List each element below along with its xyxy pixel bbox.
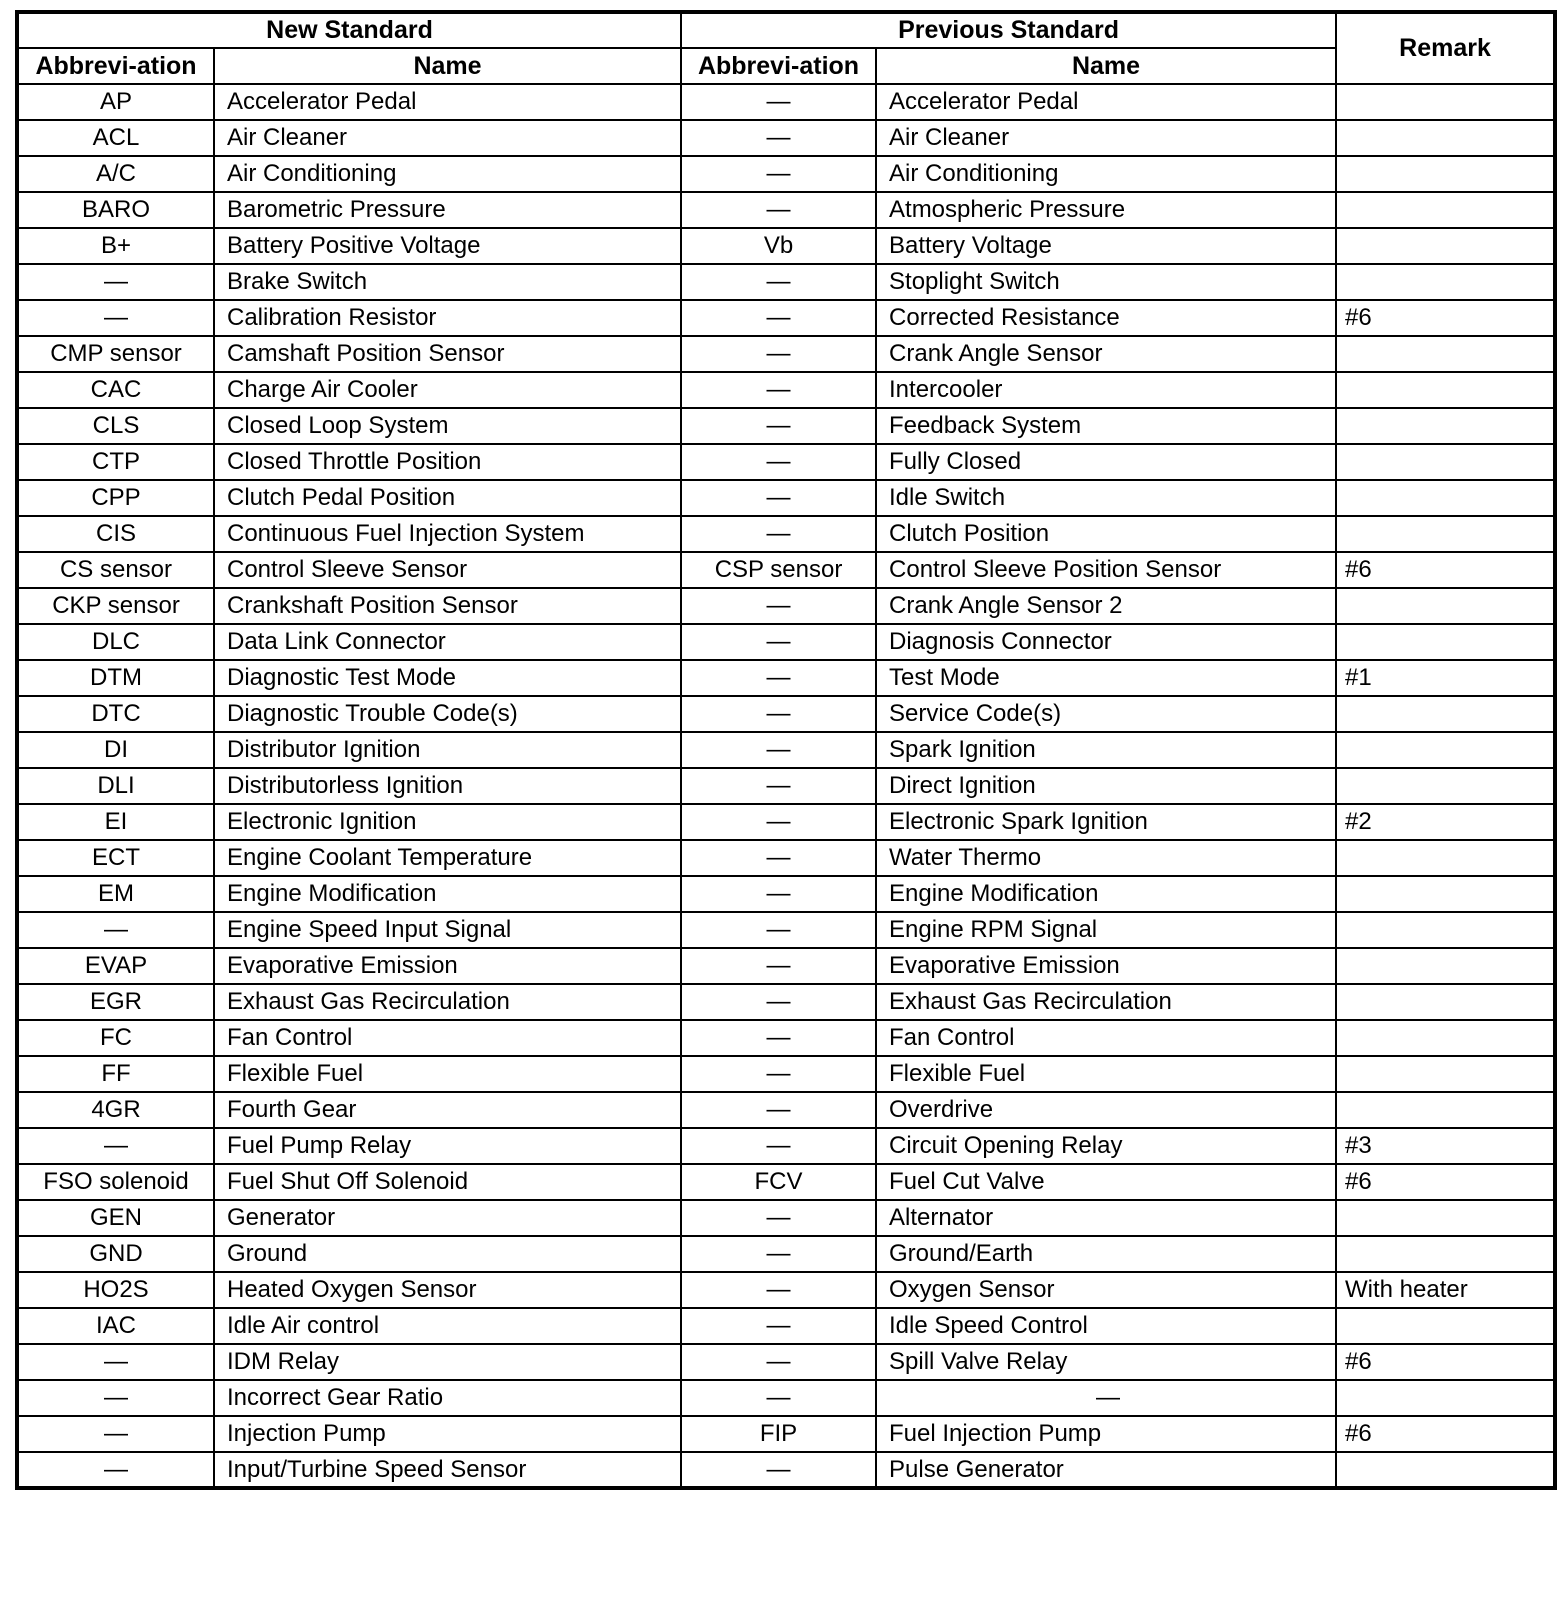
remark-cell: #3 xyxy=(1336,1128,1555,1164)
previous-name-cell: Corrected Resistance xyxy=(876,300,1336,336)
table-row xyxy=(17,732,1555,768)
table-row xyxy=(17,552,1555,588)
new-abbreviation-cell: GND xyxy=(17,1236,214,1272)
remark-cell xyxy=(1336,1092,1555,1128)
table-row xyxy=(17,660,1555,696)
previous-name-cell: Accelerator Pedal xyxy=(876,84,1336,120)
new-abbreviation-cell: DLC xyxy=(17,624,214,660)
previous-abbreviation-cell: — xyxy=(681,300,876,336)
table-row xyxy=(17,372,1555,408)
remark-cell xyxy=(1336,1020,1555,1056)
new-name-cell: Air Conditioning xyxy=(214,156,681,192)
new-name-cell: IDM Relay xyxy=(214,1344,681,1380)
previous-abbreviation-cell: — xyxy=(681,444,876,480)
remark-cell xyxy=(1336,624,1555,660)
new-abbreviation-cell: EGR xyxy=(17,984,214,1020)
previous-abbreviation-cell: — xyxy=(681,624,876,660)
table-body xyxy=(17,84,1555,1488)
previous-name-cell: Atmospheric Pressure xyxy=(876,192,1336,228)
new-abbreviation-cell: FSO solenoid xyxy=(17,1164,214,1200)
previous-abbreviation-cell: — xyxy=(681,336,876,372)
previous-abbreviation-cell: FCV xyxy=(681,1164,876,1200)
previous-name-cell: Stoplight Switch xyxy=(876,264,1336,300)
remark-cell xyxy=(1336,120,1555,156)
previous-name-cell: Air Cleaner xyxy=(876,120,1336,156)
previous-abbreviation-cell: — xyxy=(681,1128,876,1164)
previous-name-cell: Exhaust Gas Recirculation xyxy=(876,984,1336,1020)
table-row xyxy=(17,1344,1555,1380)
new-name-cell: Engine Modification xyxy=(214,876,681,912)
new-name-cell: Generator xyxy=(214,1200,681,1236)
remark-cell xyxy=(1336,876,1555,912)
new-name-cell: Heated Oxygen Sensor xyxy=(214,1272,681,1308)
remark-cell xyxy=(1336,948,1555,984)
new-abbreviation-cell: — xyxy=(17,1344,214,1380)
previous-name-cell: Engine Modification xyxy=(876,876,1336,912)
new-abbreviation-cell: CLS xyxy=(17,408,214,444)
remark-cell xyxy=(1336,372,1555,408)
new-name-cell: Control Sleeve Sensor xyxy=(214,552,681,588)
remark-cell xyxy=(1336,588,1555,624)
previous-abbreviation-cell: — xyxy=(681,84,876,120)
new-abbreviation-cell: FF xyxy=(17,1056,214,1092)
new-abbreviation-cell: 4GR xyxy=(17,1092,214,1128)
previous-name-cell: Spill Valve Relay xyxy=(876,1344,1336,1380)
remark-cell xyxy=(1336,732,1555,768)
new-standard-group-header: New Standard xyxy=(17,12,681,48)
previous-abbreviation-cell: — xyxy=(681,372,876,408)
table-row xyxy=(17,840,1555,876)
new-name-cell: Ground xyxy=(214,1236,681,1272)
table-row xyxy=(17,336,1555,372)
remark-cell xyxy=(1336,840,1555,876)
table-row xyxy=(17,1236,1555,1272)
remark-cell: #1 xyxy=(1336,660,1555,696)
previous-name-cell: Circuit Opening Relay xyxy=(876,1128,1336,1164)
new-name-cell: Distributorless Ignition xyxy=(214,768,681,804)
new-abbreviation-cell: FC xyxy=(17,1020,214,1056)
previous-abbreviation-cell: — xyxy=(681,660,876,696)
previous-abbreviation-cell: — xyxy=(681,696,876,732)
new-abbreviation-cell: CPP xyxy=(17,480,214,516)
table-row xyxy=(17,120,1555,156)
remark-cell xyxy=(1336,696,1555,732)
previous-abbreviation-cell: — xyxy=(681,588,876,624)
previous-abbreviation-cell: — xyxy=(681,1380,876,1416)
previous-abbreviation-cell: — xyxy=(681,516,876,552)
remark-cell xyxy=(1336,192,1555,228)
previous-abbreviation-cell: Vb xyxy=(681,228,876,264)
new-name-cell: Diagnostic Test Mode xyxy=(214,660,681,696)
previous-abbreviation-cell: — xyxy=(681,984,876,1020)
previous-abbreviation-cell: — xyxy=(681,876,876,912)
previous-abbreviation-cell: — xyxy=(681,408,876,444)
remark-cell: #6 xyxy=(1336,1344,1555,1380)
remark-cell xyxy=(1336,1452,1555,1488)
new-abbreviation-cell: DLI xyxy=(17,768,214,804)
new-name-cell: Crankshaft Position Sensor xyxy=(214,588,681,624)
remark-cell xyxy=(1336,408,1555,444)
new-abbreviation-cell: AP xyxy=(17,84,214,120)
previous-name-cell: Oxygen Sensor xyxy=(876,1272,1336,1308)
previous-abbreviation-cell: — xyxy=(681,264,876,300)
previous-name-cell: Fuel Injection Pump xyxy=(876,1416,1336,1452)
table-row xyxy=(17,804,1555,840)
new-name-cell: Calibration Resistor xyxy=(214,300,681,336)
remark-cell: #6 xyxy=(1336,552,1555,588)
new-name-cell: Exhaust Gas Recirculation xyxy=(214,984,681,1020)
table-row xyxy=(17,408,1555,444)
new-abbreviation-cell: DTM xyxy=(17,660,214,696)
previous-name-cell: Evaporative Emission xyxy=(876,948,1336,984)
previous-name-cell: Test Mode xyxy=(876,660,1336,696)
previous-abbreviation-cell: — xyxy=(681,156,876,192)
new-abbreviation-cell: — xyxy=(17,300,214,336)
remark-cell: #6 xyxy=(1336,1416,1555,1452)
new-name-cell: Continuous Fuel Injection System xyxy=(214,516,681,552)
remark-cell xyxy=(1336,1236,1555,1272)
new-name-column-header: Name xyxy=(214,48,681,84)
previous-name-cell: Clutch Position xyxy=(876,516,1336,552)
table-row xyxy=(17,1200,1555,1236)
new-name-cell: Incorrect Gear Ratio xyxy=(214,1380,681,1416)
new-name-cell: Closed Throttle Position xyxy=(214,444,681,480)
previous-abbreviation-cell: — xyxy=(681,1272,876,1308)
previous-abbreviation-cell: — xyxy=(681,1200,876,1236)
table-row xyxy=(17,1128,1555,1164)
new-name-cell: Fuel Shut Off Solenoid xyxy=(214,1164,681,1200)
new-abbreviation-column-header: Abbrevi-ation xyxy=(17,48,214,84)
table-row xyxy=(17,84,1555,120)
previous-abbreviation-cell: FIP xyxy=(681,1416,876,1452)
previous-name-cell: Electronic Spark Ignition xyxy=(876,804,1336,840)
new-abbreviation-cell: — xyxy=(17,1452,214,1488)
previous-abbreviation-cell: CSP sensor xyxy=(681,552,876,588)
remark-cell xyxy=(1336,444,1555,480)
new-abbreviation-cell: CS sensor xyxy=(17,552,214,588)
previous-abbreviation-cell: — xyxy=(681,912,876,948)
previous-name-cell: Crank Angle Sensor 2 xyxy=(876,588,1336,624)
new-abbreviation-cell: DI xyxy=(17,732,214,768)
new-abbreviation-cell: EM xyxy=(17,876,214,912)
previous-abbreviation-cell: — xyxy=(681,1020,876,1056)
previous-abbreviation-cell: — xyxy=(681,192,876,228)
previous-name-cell: Fuel Cut Valve xyxy=(876,1164,1336,1200)
new-name-cell: Fuel Pump Relay xyxy=(214,1128,681,1164)
table-row xyxy=(17,948,1555,984)
new-name-cell: Data Link Connector xyxy=(214,624,681,660)
table-row xyxy=(17,192,1555,228)
new-abbreviation-cell: ECT xyxy=(17,840,214,876)
previous-standard-group-header: Previous Standard xyxy=(681,12,1336,48)
previous-name-cell: Crank Angle Sensor xyxy=(876,336,1336,372)
previous-name-cell: Diagnosis Connector xyxy=(876,624,1336,660)
table-row xyxy=(17,1416,1555,1452)
table-row xyxy=(17,1308,1555,1344)
previous-abbreviation-cell: — xyxy=(681,480,876,516)
previous-name-cell: Feedback System xyxy=(876,408,1336,444)
new-abbreviation-cell: CAC xyxy=(17,372,214,408)
table-row xyxy=(17,300,1555,336)
previous-name-cell: Intercooler xyxy=(876,372,1336,408)
previous-name-cell: Pulse Generator xyxy=(876,1452,1336,1488)
remark-column-header: Remark xyxy=(1336,12,1555,84)
table-row xyxy=(17,1272,1555,1308)
table-row xyxy=(17,696,1555,732)
remark-cell xyxy=(1336,1380,1555,1416)
new-name-cell: Input/Turbine Speed Sensor xyxy=(214,1452,681,1488)
previous-abbreviation-cell: — xyxy=(681,732,876,768)
previous-abbreviation-cell: — xyxy=(681,840,876,876)
previous-name-cell: Fan Control xyxy=(876,1020,1336,1056)
new-name-cell: Fan Control xyxy=(214,1020,681,1056)
column-header-row xyxy=(17,48,1555,84)
new-name-cell: Flexible Fuel xyxy=(214,1056,681,1092)
previous-name-cell: Direct Ignition xyxy=(876,768,1336,804)
new-name-cell: Air Cleaner xyxy=(214,120,681,156)
table-row xyxy=(17,1092,1555,1128)
table-row xyxy=(17,1452,1555,1488)
remark-cell xyxy=(1336,516,1555,552)
previous-name-cell: Overdrive xyxy=(876,1092,1336,1128)
new-name-cell: Closed Loop System xyxy=(214,408,681,444)
table-row xyxy=(17,444,1555,480)
table-row xyxy=(17,1164,1555,1200)
new-name-cell: Evaporative Emission xyxy=(214,948,681,984)
table-row xyxy=(17,588,1555,624)
previous-name-cell: Control Sleeve Position Sensor xyxy=(876,552,1336,588)
previous-name-cell: — xyxy=(876,1380,1336,1416)
previous-name-cell: Idle Speed Control xyxy=(876,1308,1336,1344)
new-abbreviation-cell: DTC xyxy=(17,696,214,732)
table-row xyxy=(17,876,1555,912)
previous-abbreviation-column-header: Abbrevi-ation xyxy=(681,48,876,84)
new-abbreviation-cell: — xyxy=(17,1416,214,1452)
previous-abbreviation-cell: — xyxy=(681,1056,876,1092)
new-abbreviation-cell: CIS xyxy=(17,516,214,552)
new-name-cell: Idle Air control xyxy=(214,1308,681,1344)
table-row xyxy=(17,1056,1555,1092)
previous-abbreviation-cell: — xyxy=(681,1344,876,1380)
previous-name-cell: Spark Ignition xyxy=(876,732,1336,768)
new-abbreviation-cell: CTP xyxy=(17,444,214,480)
previous-name-column-header: Name xyxy=(876,48,1336,84)
new-name-cell: Brake Switch xyxy=(214,264,681,300)
new-name-cell: Distributor Ignition xyxy=(214,732,681,768)
new-name-cell: Engine Coolant Temperature xyxy=(214,840,681,876)
table-row xyxy=(17,984,1555,1020)
table-row xyxy=(17,912,1555,948)
previous-abbreviation-cell: — xyxy=(681,948,876,984)
previous-abbreviation-cell: — xyxy=(681,1308,876,1344)
previous-name-cell: Air Conditioning xyxy=(876,156,1336,192)
remark-cell xyxy=(1336,264,1555,300)
table-row xyxy=(17,1380,1555,1416)
previous-abbreviation-cell: — xyxy=(681,804,876,840)
remark-cell xyxy=(1336,336,1555,372)
new-name-cell: Diagnostic Trouble Code(s) xyxy=(214,696,681,732)
new-name-cell: Accelerator Pedal xyxy=(214,84,681,120)
new-abbreviation-cell: — xyxy=(17,1380,214,1416)
new-name-cell: Battery Positive Voltage xyxy=(214,228,681,264)
new-name-cell: Injection Pump xyxy=(214,1416,681,1452)
new-abbreviation-cell: EVAP xyxy=(17,948,214,984)
new-name-cell: Fourth Gear xyxy=(214,1092,681,1128)
previous-abbreviation-cell: — xyxy=(681,1236,876,1272)
table-row xyxy=(17,156,1555,192)
new-abbreviation-cell: CKP sensor xyxy=(17,588,214,624)
new-name-cell: Clutch Pedal Position xyxy=(214,480,681,516)
remark-cell xyxy=(1336,480,1555,516)
remark-cell xyxy=(1336,156,1555,192)
remark-cell xyxy=(1336,84,1555,120)
previous-abbreviation-cell: — xyxy=(681,768,876,804)
new-abbreviation-cell: HO2S xyxy=(17,1272,214,1308)
previous-name-cell: Battery Voltage xyxy=(876,228,1336,264)
new-abbreviation-cell: B+ xyxy=(17,228,214,264)
table-row xyxy=(17,264,1555,300)
new-abbreviation-cell: A/C xyxy=(17,156,214,192)
group-header-row xyxy=(17,12,1555,48)
table-row xyxy=(17,228,1555,264)
previous-name-cell: Flexible Fuel xyxy=(876,1056,1336,1092)
new-abbreviation-cell: IAC xyxy=(17,1308,214,1344)
table-row xyxy=(17,768,1555,804)
remark-cell: With heater xyxy=(1336,1272,1555,1308)
previous-name-cell: Engine RPM Signal xyxy=(876,912,1336,948)
previous-name-cell: Service Code(s) xyxy=(876,696,1336,732)
previous-name-cell: Fully Closed xyxy=(876,444,1336,480)
previous-name-cell: Idle Switch xyxy=(876,480,1336,516)
table-header xyxy=(17,12,1555,84)
new-abbreviation-cell: GEN xyxy=(17,1200,214,1236)
remark-cell xyxy=(1336,1056,1555,1092)
remark-cell: #6 xyxy=(1336,1164,1555,1200)
previous-name-cell: Ground/Earth xyxy=(876,1236,1336,1272)
new-abbreviation-cell: — xyxy=(17,1128,214,1164)
remark-cell: #2 xyxy=(1336,804,1555,840)
new-abbreviation-cell: — xyxy=(17,264,214,300)
new-name-cell: Charge Air Cooler xyxy=(214,372,681,408)
previous-abbreviation-cell: — xyxy=(681,1092,876,1128)
new-abbreviation-cell: EI xyxy=(17,804,214,840)
previous-name-cell: Water Thermo xyxy=(876,840,1336,876)
abbreviation-table xyxy=(15,10,1557,1490)
remark-cell xyxy=(1336,912,1555,948)
new-abbreviation-cell: ACL xyxy=(17,120,214,156)
new-name-cell: Barometric Pressure xyxy=(214,192,681,228)
new-name-cell: Camshaft Position Sensor xyxy=(214,336,681,372)
table-row xyxy=(17,624,1555,660)
table-row xyxy=(17,1020,1555,1056)
remark-cell xyxy=(1336,768,1555,804)
previous-abbreviation-cell: — xyxy=(681,120,876,156)
remark-cell xyxy=(1336,984,1555,1020)
remark-cell xyxy=(1336,1200,1555,1236)
table-row xyxy=(17,480,1555,516)
remark-cell: #6 xyxy=(1336,300,1555,336)
new-abbreviation-cell: CMP sensor xyxy=(17,336,214,372)
remark-cell xyxy=(1336,1308,1555,1344)
new-name-cell: Engine Speed Input Signal xyxy=(214,912,681,948)
previous-abbreviation-cell: — xyxy=(681,1452,876,1488)
new-abbreviation-cell: BARO xyxy=(17,192,214,228)
remark-cell xyxy=(1336,228,1555,264)
new-name-cell: Electronic Ignition xyxy=(214,804,681,840)
previous-name-cell: Alternator xyxy=(876,1200,1336,1236)
table-row xyxy=(17,516,1555,552)
new-abbreviation-cell: — xyxy=(17,912,214,948)
